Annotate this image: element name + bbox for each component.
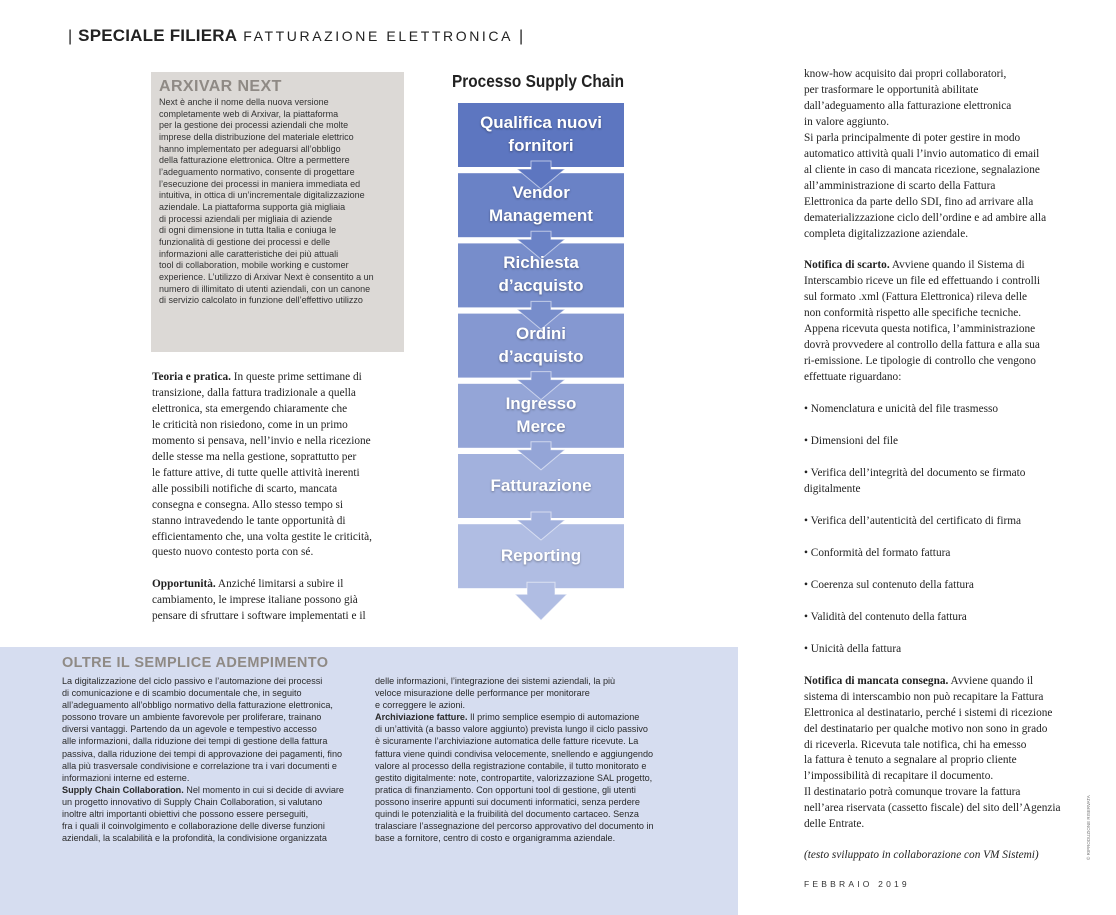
consegna-paragraph bbox=[804, 690, 1061, 834]
text-line: ri-emissione. Le tipologie di controllo che vengono bbox=[804, 355, 1036, 368]
text-line: quindi le potenzialità e la fruibilità del documento cartaceo. Senza bbox=[375, 809, 639, 820]
text-line: veloce misurazione delle performance per monitorare bbox=[375, 688, 590, 699]
text-line: di comunicazione e di scambio documentale che, in seguito bbox=[62, 688, 302, 699]
text-line: alla più trasversale condivisione e correlazione tra i vari documenti e bbox=[62, 760, 337, 771]
text-line: Elettronica al destinatario, perché i sistemi di ricezione bbox=[804, 706, 1053, 719]
text-line: completa digitalizzazione aziendale. bbox=[804, 227, 969, 240]
text-line: diversi vantaggi. Partendo da un agevole e tempestivo accesso bbox=[62, 724, 317, 735]
text-line: e correggere le azioni. bbox=[375, 700, 465, 711]
text-line: efficientamento che, una volta gestite le criticità, bbox=[152, 530, 372, 543]
text-line: la fattura è tenuto a segnalare al proprio cliente bbox=[804, 754, 1017, 767]
list-item bbox=[804, 514, 1061, 530]
process-step-label: Qualifica nuovi fornitori bbox=[480, 113, 602, 155]
text-line: elettronica, sta emergendo chiaramente che bbox=[152, 402, 348, 415]
list-item bbox=[804, 578, 1061, 594]
process-step-label: Richiesta d’acquisto bbox=[498, 253, 584, 296]
text-line: all’amministrazione di scarto della Fattura bbox=[804, 179, 996, 192]
sidebar-box bbox=[151, 72, 404, 352]
text-line: l’esecuzione dei processi in maniera immediata ed bbox=[159, 178, 361, 189]
text-line: Il destinatario potrà comunque trovare la fattura bbox=[804, 786, 1021, 799]
text-line: Interscambio riceve un file ed effettuando i controlli bbox=[804, 275, 1040, 288]
text-line: sistema di interscambio non può recapitare la Fattura bbox=[804, 690, 1044, 703]
list-item bbox=[804, 642, 1061, 658]
list-item-line: digitalmente bbox=[804, 482, 861, 495]
list-item-line: • Coerenza sul contenuto della fattura bbox=[804, 578, 974, 591]
process-step-label: Reporting bbox=[500, 545, 582, 565]
list-item bbox=[804, 546, 1061, 562]
paragraph-lead: Notifica di mancata consegna. bbox=[804, 674, 949, 687]
text-line: per la gestione dei processi aziendali che molte bbox=[159, 120, 349, 131]
text-line: base a fornitore, centro di costo e organigramma aziendale. bbox=[375, 833, 616, 844]
text-line: dall’adeguamento alla fatturazione elettronica bbox=[804, 99, 1012, 112]
list-item bbox=[804, 610, 1061, 626]
paragraph-lead: Opportunità. bbox=[152, 578, 216, 591]
text-line: al cliente in caso di mancata ricezione, segnalazione bbox=[804, 163, 1040, 176]
paragraph-lead: Notifica di scarto. bbox=[804, 259, 890, 272]
text-line: valore al processo della registrazione contabile, il tutto monitorato e bbox=[375, 760, 647, 771]
paragraph-text: Il primo semplice esempio di automazione bbox=[467, 712, 640, 723]
text-line: questo nuovo contesto porta con sé. bbox=[152, 546, 314, 559]
left-column bbox=[152, 370, 372, 625]
text-line: alle informazioni, dalla riduzione dei tempi di gestione della fattura bbox=[62, 736, 328, 747]
text-line: stanno intravedendo le tante opportunità di bbox=[152, 514, 346, 527]
text-line: numero di illimitato di utenti aziendali, con un canone bbox=[159, 283, 371, 294]
text-line: delle Entrate. bbox=[804, 818, 865, 831]
list-item-line: • Dimensioni del file bbox=[804, 435, 898, 448]
text-line: l’adeguamento normativo, consente di progettare bbox=[159, 166, 355, 177]
text-line: experience. L’utilizzo di Arxivar Next è consentito a un bbox=[159, 271, 374, 282]
text-line: sul formato .xml (Fattura Elettronica) rileva delle bbox=[804, 291, 1028, 304]
text-line: informazioni alle caratteristiche dei più attuali bbox=[159, 248, 339, 259]
text-line: effettuate riguardano: bbox=[804, 371, 902, 384]
list-item-line: • Nomenclatura e unicità del file trasmesso bbox=[804, 403, 999, 416]
text-line: le criticità non risiedono, come in un primo bbox=[152, 418, 348, 431]
text-line: Appena ricevuta questa notifica, l’amministrazione bbox=[804, 323, 1036, 336]
text-line: delle informazioni, l’integrazione dei sistemi aziendali, la più bbox=[375, 676, 616, 686]
text-line: cambiamento, le imprese italiane possono già bbox=[152, 594, 358, 607]
paragraph-line bbox=[804, 258, 1061, 274]
text-line: aziendali, la scalabilità e la profondità, la condivisione organizzata bbox=[62, 833, 327, 844]
text-line: di servizio calcolato in funzione dell’effettivo utilizzo bbox=[159, 295, 363, 306]
text-line: Si parla principalmente di poter gestire in modo bbox=[804, 131, 1021, 144]
text-line: intuitiva, in ottica di un’incrementale digitalizzazione bbox=[159, 190, 365, 201]
text-line: gestito digitalmente: note, contropartite, valorizzazione SAL progetto, bbox=[375, 772, 653, 783]
text-line: di ogni dimensione in tutta Italia e coniuga le bbox=[159, 225, 337, 236]
text-line: fra i quali il coinvolgimento e collaborazione delle diverse funzioni bbox=[62, 821, 325, 832]
text-line: tool di collaboration, mobile working e customer bbox=[159, 260, 349, 271]
list-item-line: • Verifica dell’autenticità del certificato di firma bbox=[804, 514, 1022, 527]
paragraph-line bbox=[62, 784, 344, 796]
copyright-notice: © RIPRODUZIONE RISERVATA bbox=[1086, 795, 1091, 860]
text-line: imprese della distribuzione del materiale elettrico bbox=[159, 131, 354, 142]
right-column bbox=[804, 67, 1061, 833]
text-line: tralasciare l’assegnazione del percorso approvativo del documento in bbox=[375, 821, 654, 832]
paragraph-lead: Teoria e pratica. bbox=[152, 371, 231, 383]
text-line: transizione, dalla fattura tradizionale a quella bbox=[152, 386, 356, 399]
text-line: alle possibili notifiche di scarto, mancata bbox=[152, 482, 338, 495]
text-line: all’adeguamento all’obbligo normativo della fatturazione elettronica, bbox=[62, 700, 333, 711]
header-divider: | bbox=[68, 28, 73, 45]
text-line: possono inserire appunti sui documenti informatici, senza perdere bbox=[375, 796, 640, 807]
text-line: aziendale. La piattaforma supporta già migliaia bbox=[159, 201, 346, 212]
text-line: le fatture attive, di tutte quelle attività inerenti bbox=[152, 466, 360, 479]
header-divider: | bbox=[519, 28, 524, 45]
sidebar-title: ARXIVAR NEXT bbox=[159, 78, 282, 95]
text-line: consegna e consegna. Allo stesso tempo si bbox=[152, 498, 344, 511]
text-line: è sicuramente l’archiviazione automatica delle fatture ricevute. La bbox=[375, 736, 639, 747]
text-line: automatico attività quali l’invio automatico di email bbox=[804, 147, 1040, 160]
text-line: di un’attività (a basso valore aggiunto) prevista lungo il ciclo passivo bbox=[375, 724, 648, 735]
text-line: inoltre altri importanti obiettivi che possono essere perseguiti, bbox=[62, 809, 309, 820]
list-item bbox=[804, 402, 1061, 418]
paragraph-line bbox=[804, 674, 1061, 690]
sidebar-body bbox=[159, 97, 374, 307]
band-column-1 bbox=[62, 675, 344, 844]
process-diagram bbox=[452, 70, 632, 630]
paragraph-text: Avviene quando il Sistema di bbox=[889, 259, 1025, 272]
text-line: Elettronica da parte dello SDI, fino ad arrivare alla bbox=[804, 195, 1034, 208]
text-line: dematerializzazione ciclo dell’ordine e ad ambire alla bbox=[804, 211, 1047, 224]
text-line: non conformità rispetto alle specifiche tecniche. bbox=[804, 307, 1022, 320]
credit-note: (testo sviluppato in collaborazione con VM Sistemi) bbox=[804, 849, 1039, 861]
text-line: pensare di sfruttare i software implementati e il bbox=[152, 610, 366, 623]
text-line: un progetto innovativo di Supply Chain Collaboration, si valutano bbox=[62, 796, 323, 807]
list-item-line: • Conformità del formato fattura bbox=[804, 546, 951, 559]
text-line: possono trovare un ambiente favorevole per proliferare, trainano bbox=[62, 712, 322, 723]
band-column-2 bbox=[375, 675, 654, 844]
text-line: La digitalizzazione del ciclo passivo e l’automazione dei processi bbox=[62, 676, 323, 686]
paragraph-body bbox=[152, 593, 372, 625]
issue-date: FEBBRAIO 2019 bbox=[804, 879, 910, 889]
band-paragraph bbox=[62, 796, 344, 844]
text-line: completamente web di Arxivar, la piattaforma bbox=[159, 108, 339, 119]
list-item bbox=[804, 466, 1061, 498]
text-line: di processi aziendali per migliaia di aziende bbox=[159, 213, 333, 224]
text-line: momento si pensava, nell’invio e nella ricezione bbox=[152, 434, 371, 447]
paragraph-line bbox=[152, 370, 372, 386]
process-step-label: Vendor Management bbox=[489, 183, 593, 226]
text-line: per trasformare le opportunità abilitate bbox=[804, 83, 979, 96]
text-line: Next è anche il nome della nuova versione bbox=[159, 97, 329, 107]
paragraph-text: Avviene quando il bbox=[948, 674, 1034, 687]
band-paragraph bbox=[375, 723, 654, 844]
process-step-label: Fatturazione bbox=[490, 475, 592, 495]
diagram-title: Processo Supply Chain bbox=[452, 71, 625, 91]
paragraph-line bbox=[375, 711, 654, 723]
list-item-line: • Validità del contenuto della fattura bbox=[804, 610, 967, 623]
paragraph-lead: Archiviazione fatture. bbox=[375, 712, 468, 723]
text-line: di riceverla. Ricevuta tale notifica, chi ha emesso bbox=[804, 738, 1027, 751]
paragraph-text: In queste prime settimane di bbox=[230, 371, 362, 383]
text-line: funzionalità di gestione dei processi e delle bbox=[159, 236, 331, 247]
text-line: delle stesse ma nella gestione, soprattutto per bbox=[152, 450, 357, 463]
paragraph-text: Anziché limitarsi a subire il bbox=[215, 578, 344, 591]
text-line: della fatturazione elettronica. Oltre a permettere bbox=[159, 155, 350, 166]
intro-paragraph bbox=[804, 67, 1061, 242]
list-item-line: • Verifica dell’integrità del documento se firmato bbox=[804, 467, 1026, 480]
text-line: del destinatario per qualche motivo non sono in grado bbox=[804, 722, 1048, 735]
list-item bbox=[804, 434, 1061, 450]
header-section: SPECIALE FILIERA bbox=[78, 26, 238, 45]
list-item-line: • Unicità della fattura bbox=[804, 642, 902, 655]
text-line: informazioni interne ed esterne. bbox=[62, 772, 190, 783]
process-step-label: Ingresso Merce bbox=[505, 393, 577, 436]
scarto-paragraph bbox=[804, 274, 1061, 386]
band-title: OLTRE IL SEMPLICE ADEMPIMENTO bbox=[62, 655, 329, 671]
text-line: nell’area riservata (cassetto fiscale) del sito dell’Agenzia bbox=[804, 802, 1061, 815]
paragraph-body bbox=[152, 386, 372, 561]
paragraph-line bbox=[152, 577, 372, 593]
process-step-label: Ordini d’acquisto bbox=[498, 323, 584, 366]
text-line: dovrà provvedere al controllo della fattura e alla sua bbox=[804, 339, 1040, 352]
header-topic: FATTURAZIONE ELETTRONICA bbox=[243, 28, 514, 44]
paragraph-lead: Supply Chain Collaboration. bbox=[62, 784, 184, 795]
text-line: in valore aggiunto. bbox=[804, 115, 890, 128]
paragraph-text: Nel momento in cui si decide di avviare bbox=[183, 784, 344, 795]
band-paragraph bbox=[375, 675, 654, 711]
text-line: passiva, dalla riduzione dei tempi di approvazione dei pagamenti, fino bbox=[62, 748, 343, 759]
text-line: hanno implementato per adeguarsi all’obbligo bbox=[159, 143, 341, 154]
text-line: fattura viene quindi condivisa velocemente, snellendo e aggiungendo bbox=[375, 748, 654, 759]
text-line: know-how acquisito dai propri collaboratori, bbox=[804, 68, 1007, 80]
page-header bbox=[62, 26, 529, 46]
text-line: pratica di finanziamento. Con opportuni tool di gestione, gli utenti bbox=[375, 784, 636, 795]
control-list bbox=[804, 386, 1061, 658]
band-paragraph bbox=[62, 675, 344, 784]
text-line: l’impossibilità di recapitare il documento. bbox=[804, 770, 994, 783]
